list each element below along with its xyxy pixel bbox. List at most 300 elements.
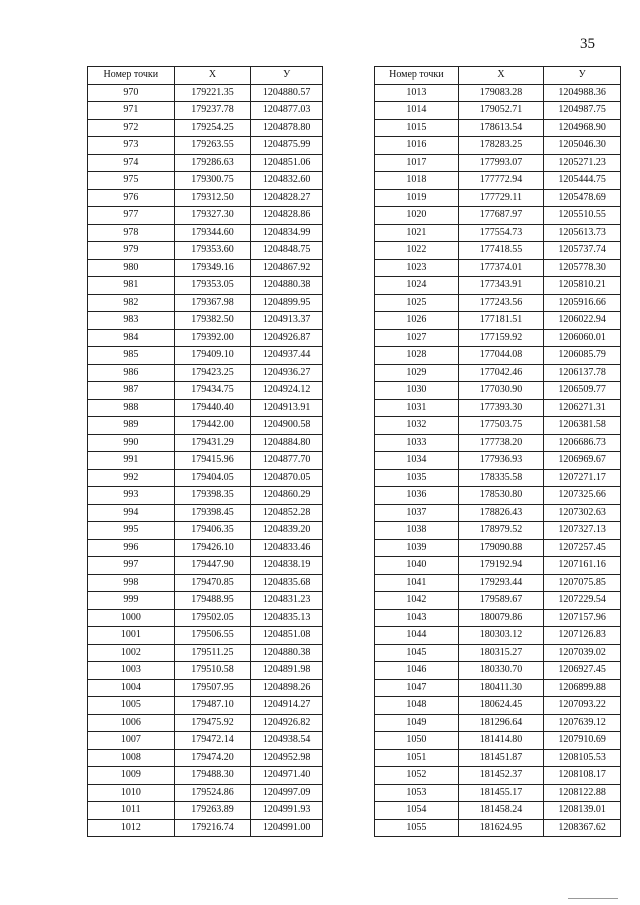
x-coordinate-cell: 179511.25 [174,644,251,662]
x-coordinate-cell: 177418.55 [458,242,544,260]
point-number-cell: 988 [88,399,175,417]
y-coordinate-cell: 1204834.99 [251,224,323,242]
point-number-cell: 1030 [375,382,459,400]
y-coordinate-cell: 1207257.45 [544,539,621,557]
table-row [375,487,621,505]
point-number-cell: 1009 [88,767,175,785]
x-coordinate-cell: 179300.75 [174,172,251,190]
table-row [88,679,323,697]
y-coordinate-cell: 1204877.70 [251,452,323,470]
point-number-cell: 997 [88,557,175,575]
y-coordinate-cell: 1204913.37 [251,312,323,330]
header-point-number: Номер точки [375,67,459,85]
x-coordinate-cell: 179447.90 [174,557,251,575]
x-coordinate-cell: 179423.25 [174,364,251,382]
point-number-cell: 1047 [375,679,459,697]
y-coordinate-cell: 1204832.60 [251,172,323,190]
point-number-cell: 976 [88,189,175,207]
point-number-cell: 1040 [375,557,459,575]
point-number-cell: 982 [88,294,175,312]
table-row [88,242,323,260]
point-number-cell: 1025 [375,294,459,312]
table-row [88,644,323,662]
table-row [375,732,621,750]
table-row [88,119,323,137]
y-coordinate-cell: 1204938.54 [251,732,323,750]
x-coordinate-cell: 179344.60 [174,224,251,242]
point-number-cell: 1014 [375,102,459,120]
y-coordinate-cell: 1204828.27 [251,189,323,207]
x-coordinate-cell: 179488.95 [174,592,251,610]
table-row [375,679,621,697]
table-row [375,119,621,137]
point-number-cell: 1041 [375,574,459,592]
y-coordinate-cell: 1204884.80 [251,434,323,452]
x-coordinate-cell: 181296.64 [458,714,544,732]
point-number-cell: 1043 [375,609,459,627]
point-number-cell: 1004 [88,679,175,697]
x-coordinate-cell: 181451.87 [458,749,544,767]
table-row [375,382,621,400]
point-number-cell: 1028 [375,347,459,365]
y-coordinate-cell: 1207126.83 [544,627,621,645]
x-coordinate-cell: 180624.45 [458,697,544,715]
y-coordinate-cell: 1206509.77 [544,382,621,400]
x-coordinate-cell: 179083.28 [458,84,544,102]
x-coordinate-cell: 177687.97 [458,207,544,225]
x-coordinate-cell: 179349.16 [174,259,251,277]
y-coordinate-cell: 1204913.91 [251,399,323,417]
point-number-cell: 1045 [375,644,459,662]
table-row [88,609,323,627]
y-coordinate-cell: 1207093.22 [544,697,621,715]
point-number-cell: 1013 [375,84,459,102]
table-row [88,732,323,750]
point-number-cell: 1023 [375,259,459,277]
point-number-cell: 1026 [375,312,459,330]
x-coordinate-cell: 179312.50 [174,189,251,207]
point-number-cell: 1048 [375,697,459,715]
point-number-cell: 995 [88,522,175,540]
table-row [88,697,323,715]
y-coordinate-cell: 1204851.06 [251,154,323,172]
y-coordinate-cell: 1206085.79 [544,347,621,365]
y-coordinate-cell: 1204926.82 [251,714,323,732]
table-row [375,557,621,575]
header-x: Х [174,67,251,85]
x-coordinate-cell: 179216.74 [174,819,251,837]
x-coordinate-cell: 179426.10 [174,539,251,557]
y-coordinate-cell: 1208108.17 [544,767,621,785]
y-coordinate-cell: 1205778.30 [544,259,621,277]
y-coordinate-cell: 1204926.87 [251,329,323,347]
x-coordinate-cell: 179353.05 [174,277,251,295]
y-coordinate-cell: 1205046.30 [544,137,621,155]
x-coordinate-cell: 177738.20 [458,434,544,452]
header-y: У [544,67,621,85]
y-coordinate-cell: 1204852.28 [251,504,323,522]
y-coordinate-cell: 1205444.75 [544,172,621,190]
x-coordinate-cell: 177554.73 [458,224,544,242]
point-number-cell: 1054 [375,802,459,820]
x-coordinate-cell: 179221.35 [174,84,251,102]
point-number-cell: 1012 [88,819,175,837]
x-coordinate-cell: 179475.92 [174,714,251,732]
point-number-cell: 980 [88,259,175,277]
x-coordinate-cell: 179263.89 [174,802,251,820]
x-coordinate-cell: 179392.00 [174,329,251,347]
point-number-cell: 986 [88,364,175,382]
table-row [375,469,621,487]
table-row [88,819,323,837]
x-coordinate-cell: 179254.25 [174,119,251,137]
y-coordinate-cell: 1207039.02 [544,644,621,662]
table-row [375,172,621,190]
table-row [375,137,621,155]
table-row [375,784,621,802]
y-coordinate-cell: 1208367.62 [544,819,621,837]
x-coordinate-cell: 180330.70 [458,662,544,680]
y-coordinate-cell: 1204987.75 [544,102,621,120]
y-coordinate-cell: 1205510.55 [544,207,621,225]
table-row [375,417,621,435]
y-coordinate-cell: 1204835.68 [251,574,323,592]
y-coordinate-cell: 1207075.85 [544,574,621,592]
point-number-cell: 1022 [375,242,459,260]
x-coordinate-cell: 179589.67 [458,592,544,610]
x-coordinate-cell: 179404.05 [174,469,251,487]
table-row [88,434,323,452]
x-coordinate-cell: 179442.00 [174,417,251,435]
y-coordinate-cell: 1204839.20 [251,522,323,540]
x-coordinate-cell: 179470.85 [174,574,251,592]
point-number-cell: 1016 [375,137,459,155]
x-coordinate-cell: 180303.12 [458,627,544,645]
point-number-cell: 1005 [88,697,175,715]
y-coordinate-cell: 1205916.66 [544,294,621,312]
table-row [375,592,621,610]
y-coordinate-cell: 1204870.05 [251,469,323,487]
point-number-cell: 970 [88,84,175,102]
table-row [375,364,621,382]
y-coordinate-cell: 1207639.12 [544,714,621,732]
table-row [88,84,323,102]
table-row [375,749,621,767]
point-number-cell: 1052 [375,767,459,785]
table-header-row [375,67,621,85]
x-coordinate-cell: 179440.40 [174,399,251,417]
y-coordinate-cell: 1205737.74 [544,242,621,260]
x-coordinate-cell: 181458.24 [458,802,544,820]
point-number-cell: 1024 [375,277,459,295]
point-number-cell: 989 [88,417,175,435]
y-coordinate-cell: 1204875.99 [251,137,323,155]
table-row [375,802,621,820]
point-number-cell: 984 [88,329,175,347]
y-coordinate-cell: 1204988.36 [544,84,621,102]
point-number-cell: 1037 [375,504,459,522]
x-coordinate-cell: 179327.30 [174,207,251,225]
y-coordinate-cell: 1205810.21 [544,277,621,295]
x-coordinate-cell: 179263.55 [174,137,251,155]
x-coordinate-cell: 179192.94 [458,557,544,575]
coordinates-table-right [374,66,621,837]
y-coordinate-cell: 1204891.98 [251,662,323,680]
table-row [88,399,323,417]
y-coordinate-cell: 1204924.12 [251,382,323,400]
table-row [375,627,621,645]
table-row [88,154,323,172]
x-coordinate-cell: 177772.94 [458,172,544,190]
point-number-cell: 971 [88,102,175,120]
table-row [375,609,621,627]
y-coordinate-cell: 1205271.23 [544,154,621,172]
y-coordinate-cell: 1204952.98 [251,749,323,767]
x-coordinate-cell: 179524.86 [174,784,251,802]
point-number-cell: 1049 [375,714,459,732]
point-number-cell: 1046 [375,662,459,680]
table-row [375,399,621,417]
table-row [88,382,323,400]
table-row [375,294,621,312]
x-coordinate-cell: 179090.88 [458,539,544,557]
y-coordinate-cell: 1207327.13 [544,522,621,540]
table-row [88,574,323,592]
table-row [88,469,323,487]
table-row [88,137,323,155]
y-coordinate-cell: 1206137.78 [544,364,621,382]
table-row [375,259,621,277]
table-row [375,242,621,260]
table-row [88,714,323,732]
y-coordinate-cell: 1204997.09 [251,784,323,802]
y-coordinate-cell: 1206022.94 [544,312,621,330]
point-number-cell: 1001 [88,627,175,645]
x-coordinate-cell: 177159.92 [458,329,544,347]
header-point-number: Номер точки [88,67,175,85]
table-row [375,662,621,680]
y-coordinate-cell: 1204968.90 [544,119,621,137]
x-coordinate-cell: 179507.95 [174,679,251,697]
table-row [88,207,323,225]
y-coordinate-cell: 1204937.44 [251,347,323,365]
y-coordinate-cell: 1204877.03 [251,102,323,120]
y-coordinate-cell: 1204880.38 [251,277,323,295]
table-row [375,504,621,522]
y-coordinate-cell: 1207910.69 [544,732,621,750]
point-number-cell: 992 [88,469,175,487]
point-number-cell: 993 [88,487,175,505]
point-number-cell: 1000 [88,609,175,627]
y-coordinate-cell: 1204831.23 [251,592,323,610]
y-coordinate-cell: 1208105.53 [544,749,621,767]
table-row [88,627,323,645]
table-row [375,84,621,102]
x-coordinate-cell: 179502.05 [174,609,251,627]
y-coordinate-cell: 1204851.08 [251,627,323,645]
point-number-cell: 1021 [375,224,459,242]
y-coordinate-cell: 1204936.27 [251,364,323,382]
point-number-cell: 1034 [375,452,459,470]
y-coordinate-cell: 1206060.01 [544,329,621,347]
table-row [375,102,621,120]
x-coordinate-cell: 177044.08 [458,347,544,365]
y-coordinate-cell: 1204991.00 [251,819,323,837]
point-number-cell: 1020 [375,207,459,225]
table-row [375,224,621,242]
y-coordinate-cell: 1206969.67 [544,452,621,470]
point-number-cell: 977 [88,207,175,225]
y-coordinate-cell: 1204898.26 [251,679,323,697]
y-coordinate-cell: 1205613.73 [544,224,621,242]
point-number-cell: 1039 [375,539,459,557]
point-number-cell: 996 [88,539,175,557]
page-edge-line [568,898,618,899]
x-coordinate-cell: 179293.44 [458,574,544,592]
point-number-cell: 1036 [375,487,459,505]
table-row [375,154,621,172]
point-number-cell: 985 [88,347,175,365]
x-coordinate-cell: 177030.90 [458,382,544,400]
table-row [88,329,323,347]
y-coordinate-cell: 1204899.95 [251,294,323,312]
x-coordinate-cell: 178826.43 [458,504,544,522]
point-number-cell: 979 [88,242,175,260]
y-coordinate-cell: 1204914.27 [251,697,323,715]
y-coordinate-cell: 1204900.58 [251,417,323,435]
table-row [375,767,621,785]
y-coordinate-cell: 1204867.92 [251,259,323,277]
point-number-cell: 1008 [88,749,175,767]
x-coordinate-cell: 179398.35 [174,487,251,505]
table-row [88,487,323,505]
y-coordinate-cell: 1206899.88 [544,679,621,697]
point-number-cell: 1035 [375,469,459,487]
x-coordinate-cell: 179406.35 [174,522,251,540]
y-coordinate-cell: 1204991.93 [251,802,323,820]
point-number-cell: 1042 [375,592,459,610]
x-coordinate-cell: 177393.30 [458,399,544,417]
table-row [375,539,621,557]
x-coordinate-cell: 179474.20 [174,749,251,767]
point-number-cell: 983 [88,312,175,330]
y-coordinate-cell: 1208122.88 [544,784,621,802]
header-y: У [251,67,323,85]
y-coordinate-cell: 1207302.63 [544,504,621,522]
table-row [375,312,621,330]
table-row [88,364,323,382]
x-coordinate-cell: 179431.29 [174,434,251,452]
x-coordinate-cell: 179488.30 [174,767,251,785]
table-row [88,294,323,312]
point-number-cell: 999 [88,592,175,610]
y-coordinate-cell: 1204878.80 [251,119,323,137]
table-row [375,819,621,837]
y-coordinate-cell: 1204971.40 [251,767,323,785]
x-coordinate-cell: 179487.10 [174,697,251,715]
y-coordinate-cell: 1206381.58 [544,417,621,435]
x-coordinate-cell: 179286.63 [174,154,251,172]
point-number-cell: 1053 [375,784,459,802]
point-number-cell: 1031 [375,399,459,417]
point-number-cell: 987 [88,382,175,400]
table-row [375,522,621,540]
point-number-cell: 1003 [88,662,175,680]
x-coordinate-cell: 181414.80 [458,732,544,750]
point-number-cell: 1027 [375,329,459,347]
x-coordinate-cell: 177243.56 [458,294,544,312]
y-coordinate-cell: 1204860.29 [251,487,323,505]
table-row [88,172,323,190]
table-row [88,347,323,365]
table-row [88,557,323,575]
table-row [88,802,323,820]
x-coordinate-cell: 180411.30 [458,679,544,697]
table-row [88,504,323,522]
x-coordinate-cell: 177503.75 [458,417,544,435]
x-coordinate-cell: 177993.07 [458,154,544,172]
point-number-cell: 1038 [375,522,459,540]
y-coordinate-cell: 1206927.45 [544,662,621,680]
table-row [375,574,621,592]
point-number-cell: 1029 [375,364,459,382]
point-number-cell: 974 [88,154,175,172]
point-number-cell: 1019 [375,189,459,207]
y-coordinate-cell: 1207157.96 [544,609,621,627]
point-number-cell: 1033 [375,434,459,452]
y-coordinate-cell: 1206271.31 [544,399,621,417]
table-row [375,644,621,662]
x-coordinate-cell: 179472.14 [174,732,251,750]
x-coordinate-cell: 179510.58 [174,662,251,680]
table-row [88,452,323,470]
point-number-cell: 973 [88,137,175,155]
x-coordinate-cell: 178283.25 [458,137,544,155]
x-coordinate-cell: 179434.75 [174,382,251,400]
table-row [88,277,323,295]
point-number-cell: 990 [88,434,175,452]
point-number-cell: 991 [88,452,175,470]
y-coordinate-cell: 1208139.01 [544,802,621,820]
x-coordinate-cell: 178530.80 [458,487,544,505]
table-row [88,189,323,207]
x-coordinate-cell: 181452.37 [458,767,544,785]
table-row [88,522,323,540]
x-coordinate-cell: 179052.71 [458,102,544,120]
coordinates-table-left [87,66,323,837]
x-coordinate-cell: 181624.95 [458,819,544,837]
table-row [375,329,621,347]
y-coordinate-cell: 1204880.38 [251,644,323,662]
x-coordinate-cell: 178335.58 [458,469,544,487]
table-row [88,259,323,277]
x-coordinate-cell: 177343.91 [458,277,544,295]
y-coordinate-cell: 1204835.13 [251,609,323,627]
x-coordinate-cell: 177042.46 [458,364,544,382]
point-number-cell: 972 [88,119,175,137]
table-row [88,749,323,767]
x-coordinate-cell: 179353.60 [174,242,251,260]
table-row [375,452,621,470]
y-coordinate-cell: 1204880.57 [251,84,323,102]
table-row [88,592,323,610]
x-coordinate-cell: 177181.51 [458,312,544,330]
point-number-cell: 1015 [375,119,459,137]
x-coordinate-cell: 179237.78 [174,102,251,120]
table-row [88,102,323,120]
x-coordinate-cell: 178979.52 [458,522,544,540]
y-coordinate-cell: 1204838.19 [251,557,323,575]
